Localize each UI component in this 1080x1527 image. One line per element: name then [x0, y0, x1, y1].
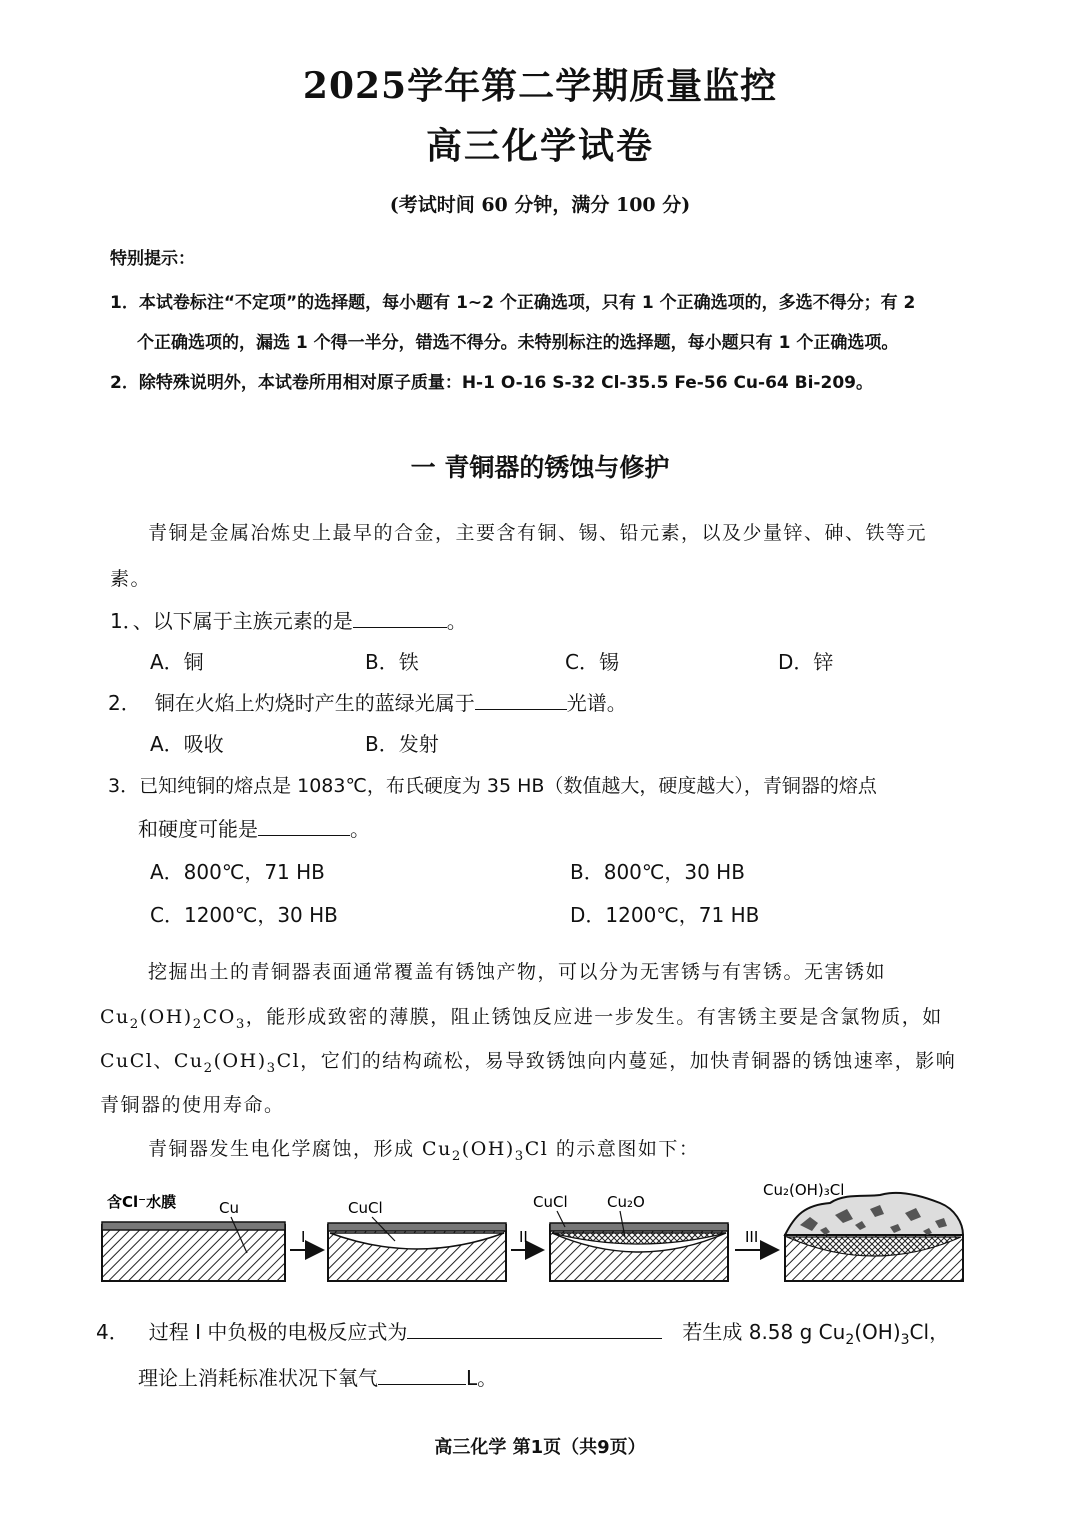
- panel-3: [533, 1193, 728, 1281]
- q1-option-b[interactable]: B．铁: [365, 650, 419, 674]
- question-4-blank-volume[interactable]: [378, 1366, 466, 1385]
- panel-4: [763, 1181, 963, 1281]
- panel-2-water-film: [328, 1223, 506, 1231]
- label-cu: Cu: [219, 1199, 239, 1217]
- label-cucl-2: CuCl: [533, 1193, 568, 1211]
- rust-para-line-4: 青铜器的使用寿命。: [100, 1094, 285, 1116]
- question-4-line-2: [138, 1362, 497, 1391]
- note-1-line-1: 1．本试卷标注“不定项”的选择题，每小题有 1~2 个正确选项，只有 1 个正确选项的，多选不得分；有 2: [110, 293, 916, 313]
- note-2: 2．除特殊说明外，本试卷所用相对原子质量：H-1 O-16 S-32 Cl-35.5 Fe-56 Cu-64 Bi-209。: [110, 373, 873, 393]
- question-3-line-1: 3．已知纯铜的熔点是 1083℃，布氏硬度为 35 HB（数值越大，硬度越大），青铜器的熔点: [108, 775, 877, 797]
- label-cu2o: Cu₂O: [607, 1193, 645, 1211]
- rust-para-line-1: 挖掘出土的青铜器表面通常覆盖有锈蚀产物，可以分为无害锈与有害锈。无害锈如: [148, 961, 887, 983]
- rust-para-line-3: CuCl、$Cu_2(OH)_3Cl$，它们的结构疏松，易导致锈蚀向内蔓延，加快青铜器的锈蚀速率，影响: [100, 1050, 957, 1076]
- question-4-unit: L。: [466, 1366, 498, 1390]
- q3-option-d[interactable]: D．1200℃，71 HB: [570, 903, 760, 927]
- question-1-end: 。: [446, 609, 467, 633]
- exam-title: 2025学年第二学期质量监控: [302, 65, 778, 107]
- corrosion-diagram: [95, 1175, 975, 1290]
- q2-option-a[interactable]: A．吸收: [150, 732, 224, 756]
- question-3-stem: 和硬度可能是: [138, 817, 258, 841]
- panel-1-copper: [102, 1225, 285, 1281]
- question-1-stem: 以下属于主族元素的是: [152, 609, 353, 633]
- panel-1: [102, 1193, 285, 1281]
- question-2-number: 2．: [108, 691, 141, 715]
- question-4-mass: 若生成 8.58 g Cu: [682, 1320, 846, 1344]
- q1-option-c[interactable]: C．锡: [565, 650, 619, 674]
- q3-option-a[interactable]: A．800℃，71 HB: [150, 860, 325, 884]
- question-1: [110, 605, 467, 634]
- panel-3-water-film: [550, 1223, 728, 1231]
- q1-option-d[interactable]: D．锌: [778, 650, 834, 674]
- question-2-blank[interactable]: [475, 691, 567, 710]
- q3-option-b[interactable]: B．800℃，30 HB: [570, 860, 745, 884]
- intro-line-1: 青铜是金属冶炼史上最早的合金，主要含有铜、锡、铅元素，以及少量锌、砷、铁等元: [148, 522, 928, 544]
- diagram-intro: 青铜器发生电化学腐蚀，形成 $Cu_2(OH)_3Cl$ 的示意图如下：: [148, 1138, 700, 1164]
- question-3-line-2: [138, 813, 370, 842]
- notes-heading: 特别提示：: [110, 249, 195, 269]
- exam-subject-title: 高三化学试卷: [425, 125, 654, 167]
- question-4-stem: 过程 I 中负极的电极反应式为: [148, 1320, 408, 1344]
- question-4-line-2-stem: 理论上消耗标准状况下氧气: [138, 1366, 378, 1390]
- question-4-number: 4．: [96, 1320, 129, 1344]
- label-step-3: III: [745, 1228, 759, 1246]
- question-1-blank[interactable]: [353, 609, 447, 628]
- exam-time-note: (考试时间 60 分钟，满分 100 分): [389, 194, 691, 216]
- label-cucl: CuCl: [348, 1199, 383, 1217]
- question-1-number: 1．、: [110, 609, 153, 633]
- question-4-blank-equation[interactable]: [407, 1320, 662, 1339]
- panel-2: [328, 1199, 506, 1281]
- question-4-line-1: 4． 过程 I 中负极的电极反应式为 若生成 8.58 g $Cu_2(OH)_3Cl$，: [96, 1320, 950, 1348]
- question-3-end: 。: [350, 817, 370, 841]
- q2-option-b[interactable]: B．发射: [365, 732, 439, 756]
- rust-para-line-2: $Cu_2(OH)_2CO_3$，能形成致密的薄膜，阻止锈蚀反应进一步发生。有害锈主要是含氯物质，如: [100, 1006, 943, 1032]
- intro-line-2: 素。: [110, 568, 152, 590]
- q3-option-c[interactable]: C．1200℃，30 HB: [150, 903, 338, 927]
- section-title: 一 青铜器的锈蚀与修护: [410, 453, 670, 482]
- panel-1-water-film: [102, 1222, 285, 1230]
- q1-option-a[interactable]: A．铜: [150, 650, 204, 674]
- question-2-stem: 铜在火焰上灼烧时产生的蓝绿光属于: [154, 691, 475, 715]
- page-footer: 高三化学 第1页（共9页）: [434, 1437, 646, 1458]
- label-product: Cu₂(OH)₃Cl: [763, 1181, 845, 1199]
- label-step-1: I: [301, 1228, 306, 1246]
- label-step-2: II: [519, 1228, 528, 1246]
- label-water-film: 含Cl⁻水膜: [107, 1193, 177, 1211]
- question-3-blank[interactable]: [258, 817, 350, 836]
- note-1-line-2: 个正确选项的，漏选 1 个得一半分，错选不得分。未特别标注的选择题，每小题只有 1 个正确选项。: [137, 333, 899, 353]
- question-2: [108, 687, 627, 716]
- question-2-end: 光谱。: [566, 691, 627, 715]
